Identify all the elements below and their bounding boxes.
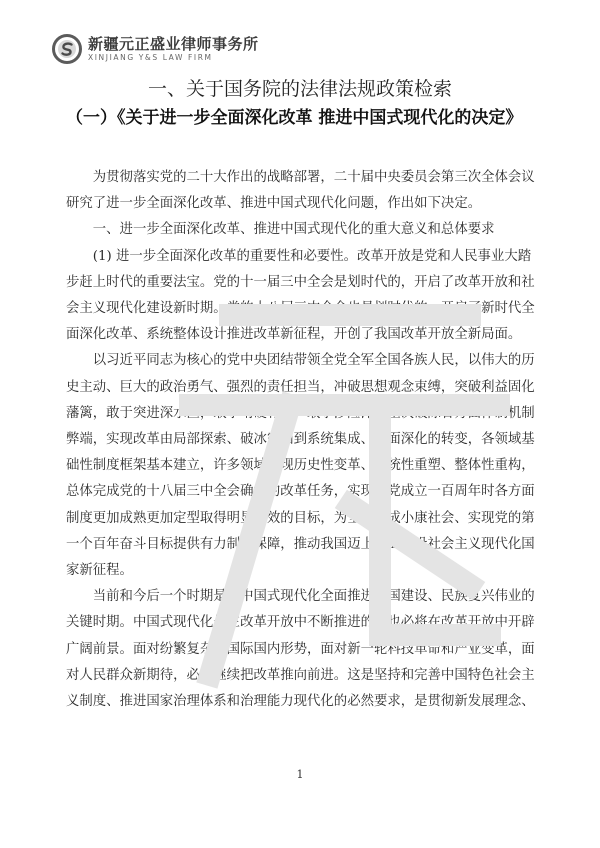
text-line: 制度更加成熟更加定型取得明显成效的目标，为全面建成小康社会、实现党的第 [66,510,535,526]
text-line: 义制度、推进国家治理体系和治理能力现代化的必然要求，是贯彻新发展理念、 [66,694,535,710]
text-line: 当前和今后一个时期是以中国式现代化全面推进强国建设、民族复兴伟业的 [66,589,535,605]
page-number: 1 [296,768,304,781]
text-line: 藩篱，敢于突进深水区，敢于啃硬骨头，敢于涉险滩，坚决破除各方面体制机制 [66,405,535,421]
text-line: 史主动、巨大的政治勇气、强烈的责任担当，冲破思想观念束缚，突破利益固化 [66,379,535,395]
text-line: 以习近平同志为核心的党中央团结带领全党全军全国各族人民，以伟大的历 [66,353,535,369]
text-line: 广阔前景。面对纷繁复杂的国际国内形势，面对新一轮科技革命和产业变革，面 [66,641,535,657]
text-line: 一、进一步全面深化改革、推进中国式现代化的重大意义和总体要求 [66,222,495,238]
section-subtitle: （一）《关于进一步全面深化改革 推进中国式现代化的决定》 [66,108,523,128]
text-line: 关键时期。中国式现代化是在改革开放中不断推进的，也必将在改革开放中开辟 [66,615,535,631]
text-line: 面深化改革、系统整体设计推进改革新征程，开创了我国改革开放全新局面。 [66,327,522,343]
text-line: 弊端，实现改革由局部探索、破冰突围到系统集成、全面深化的转变，各领域基 [66,432,535,448]
page-header [52,34,259,64]
text-line: 步赶上时代的重要法宝。党的十一届三中全会是划时代的，开启了改革开放和社 [66,274,535,290]
document-body [66,165,548,715]
section-title: 一、关于国务院的法律法规政策检索 [147,78,452,100]
firm-name-en: XINJIANG Y&S LAW FIRM [88,52,213,62]
text-line: (1) 进一步全面深化改革的重要性和必要性。改革开放是党和人民事业大踏 [66,248,532,264]
text-line: 总体完成党的十八届三中全会确定的改革任务，实现到党成立一百周年时各方面 [66,484,535,500]
text-line: 础性制度框架基本建立，许多领域实现历史性变革、系统性重塑、整体性重构， [66,458,535,474]
text-line: 一个百年奋斗目标提供有力制度保障，推动我国迈上全面建设社会主义现代化国 [66,536,535,552]
text-line: 会主义现代化建设新时期。党的十八届三中全会也是划时代的，开启了新时代全 [66,301,535,317]
text-line: 家新征程。 [66,563,133,579]
firm-logo-icon [52,34,82,64]
text-line: 研究了进一步全面深化改革、推进中国式现代化问题，作出如下决定。 [66,196,482,212]
text-line: 对人民群众新期待，必须继续把改革推向前进。这是坚持和完善中国特色社会主 [66,667,535,683]
firm-name-cn: 新疆元正盛业律师事务所 [88,34,259,53]
firm-name [88,36,259,63]
text-line: 为贯彻落实党的二十大作出的战略部署，二十届中央委员会第三次全体会议 [66,170,535,185]
